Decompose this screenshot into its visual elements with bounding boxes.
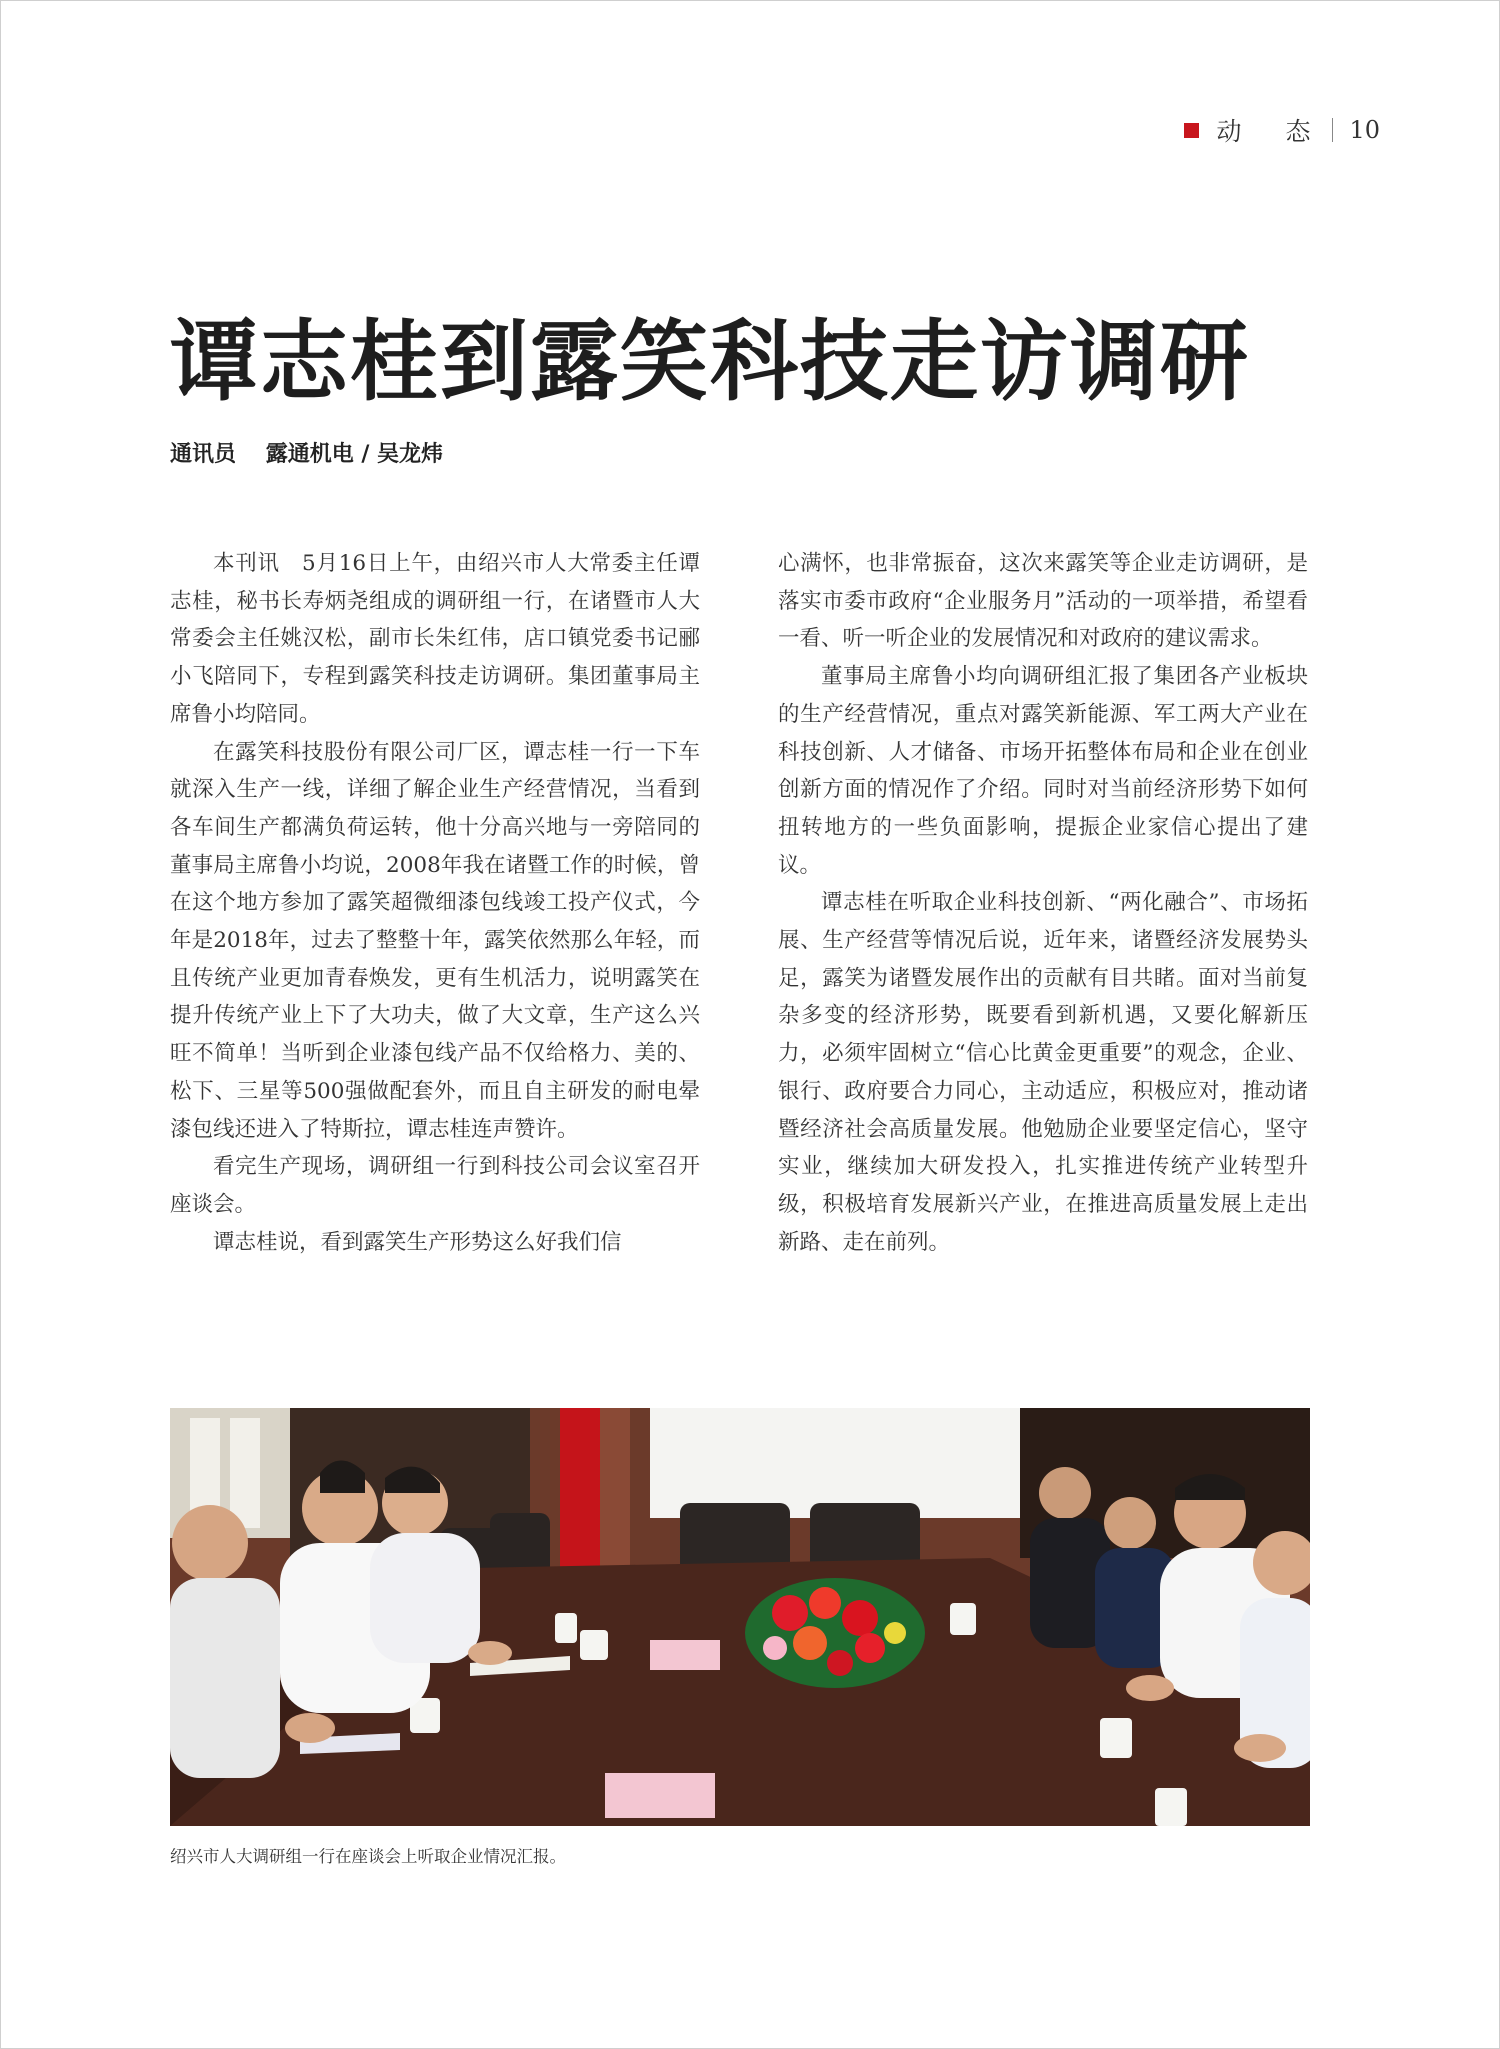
paragraph: 看完生产现场，调研组一行到科技公司会议室召开座谈会。 xyxy=(170,1154,700,1217)
paragraph: 心满怀，也非常振奋，这次来露笑等企业走访调研，是落实市委市政府“企业服务月”活动的一项举措，希望看一看、听一听企业的发展情况和对政府的建议需求。 xyxy=(778,551,1308,652)
left-column xyxy=(170,545,700,1261)
right-column xyxy=(778,545,1308,1261)
byline xyxy=(170,437,443,468)
meeting-photo xyxy=(170,1408,1310,1826)
body-columns xyxy=(170,545,1310,1345)
section-marker-icon xyxy=(1184,123,1199,138)
paragraph: 谭志桂在听取企业科技创新、“两化融合”、市场拓展、生产经营等情况后说，近年来，诸暨经济发展势头足，露笑为诸暨发展作出的贡献有目共睹。面对当前复杂多变的经济形势，既要看到新机遇，又要化解新压力，必须牢固树立“信心比黄金更重要”的观念，企业、银行、政府要合力同心，主动适应，积极应对，推动诸暨经济社会高质量发展。他勉励企业要坚定信心，坚守实业，继续加大研发投入，扎实推进传统产业转型升级，积极培育发展新兴产业，在推进高质量发展上走出新路、走在前列。 xyxy=(778,890,1308,1255)
photo-caption: 绍兴市人大调研组一行在座谈会上听取企业情况汇报。 xyxy=(170,1847,566,1866)
section-name: 动 态 xyxy=(1216,117,1329,146)
paragraph: 本刊讯 5月16日上午，由绍兴市人大常委主任谭志桂，秘书长寿炳尧组成的调研组一行，在诸暨市人大常委会主任姚汉松，副市长朱红伟，店口镇党委书记郦小飞陪同下，专程到露笑科技走访调研。集团董事局主席鲁小均陪同。 xyxy=(170,551,700,727)
paragraph: 董事局主席鲁小均向调研组汇报了集团各产业板块的生产经营情况，重点对露笑新能源、军工两大产业在科技创新、人才储备、市场开拓整体布局和企业在创业创新方面的情况作了介绍。同时对当前经济形势下如何扭转地方的一些负面影响，提振企业家信心提出了建议。 xyxy=(778,664,1308,878)
byline-author: 露通机电 / 吴龙炜 xyxy=(265,442,444,467)
section-header xyxy=(1184,112,1381,148)
section-divider xyxy=(1332,118,1333,142)
page-number: 10 xyxy=(1349,116,1380,144)
byline-role: 通讯员 xyxy=(170,442,237,467)
paragraph: 在露笑科技股份有限公司厂区，谭志桂一行一下车就深入生产一线，详细了解企业生产经营情况，当看到各车间生产都满负荷运转，他十分高兴地与一旁陪同的董事局主席鲁小均说，2008年我在诸暨工作的时候，曾在这个地方参加了露笑超微细漆包线竣工投产仪式，今年是2018年，过去了整整十年，露笑依然那么年轻，而且传统产业更加青春焕发，更有生机活力，说明露笑在提升传统产业上下了大功夫，做了大文章，生产这么兴旺不简单！当听到企业漆包线产品不仅给格力、美的、松下、三星等500强做配套外，而且自主研发的耐电晕漆包线还进入了特斯拉，谭志桂连声赞许。 xyxy=(170,739,700,1142)
paragraph: 谭志桂说，看到露笑生产形势这么好我们信 xyxy=(213,1229,622,1255)
meeting-photo-illustration xyxy=(170,1408,1310,1826)
article-title: 谭志桂到露笑科技走访调研 xyxy=(170,310,1251,413)
